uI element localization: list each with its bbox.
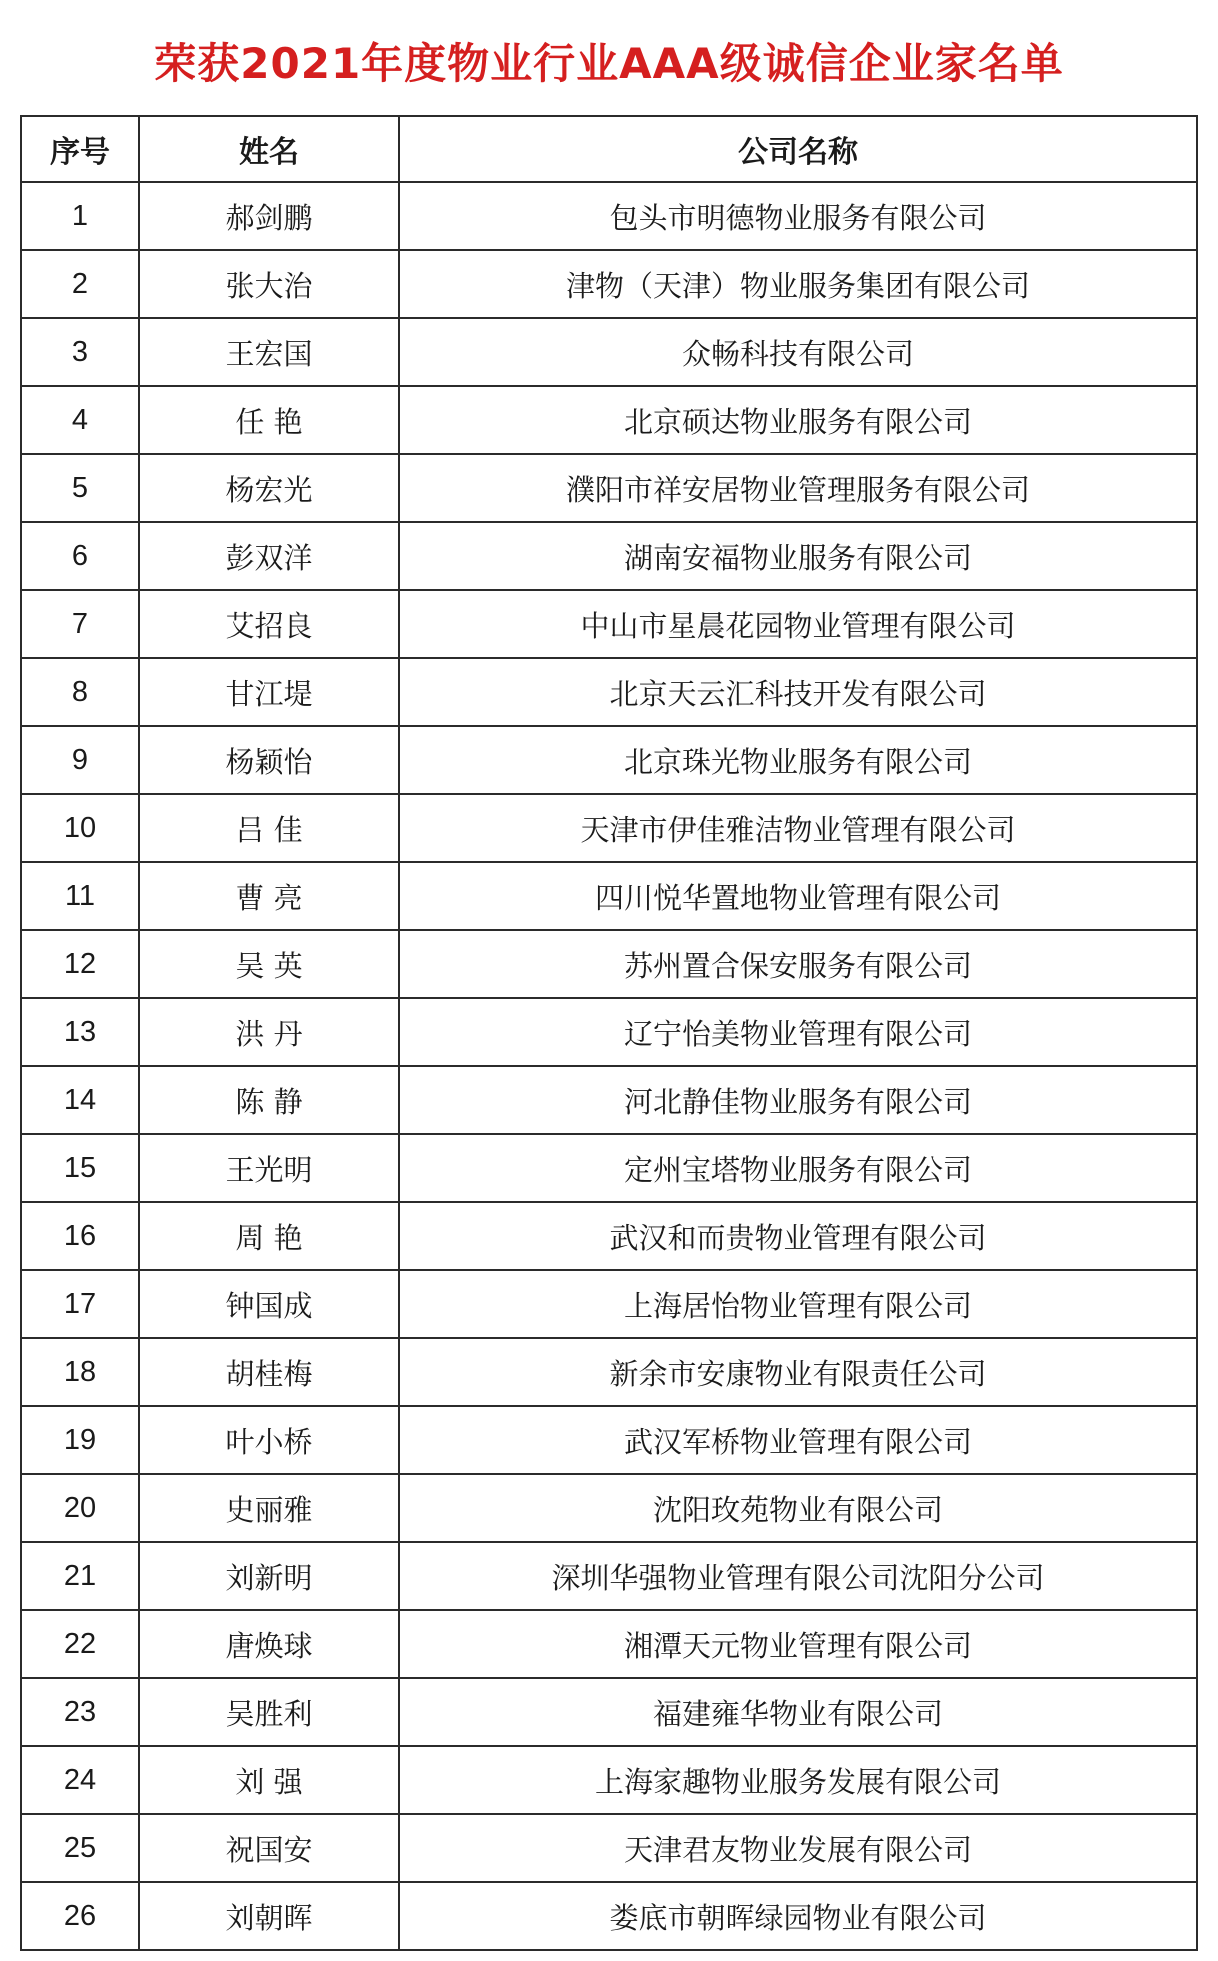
row-name-cell: 吴 英 bbox=[139, 930, 399, 998]
row-company-cell: 深圳华强物业管理有限公司沈阳分公司 bbox=[399, 1542, 1197, 1610]
row-company-cell: 定州宝塔物业服务有限公司 bbox=[399, 1134, 1197, 1202]
row-name-cell: 王宏国 bbox=[139, 318, 399, 386]
table-row bbox=[21, 1542, 1197, 1610]
row-name-cell: 刘新明 bbox=[139, 1542, 399, 1610]
table-row bbox=[21, 930, 1197, 998]
table-row bbox=[21, 1882, 1197, 1950]
table-row bbox=[21, 862, 1197, 930]
row-company-cell: 濮阳市祥安居物业管理服务有限公司 bbox=[399, 454, 1197, 522]
honor-roll-table bbox=[20, 115, 1198, 1951]
row-name-cell: 曹 亮 bbox=[139, 862, 399, 930]
row-name-cell: 刘 强 bbox=[139, 1746, 399, 1814]
row-index-cell: 20 bbox=[21, 1474, 139, 1542]
row-name-cell: 张大治 bbox=[139, 250, 399, 318]
table-row bbox=[21, 318, 1197, 386]
row-name-cell: 吴胜利 bbox=[139, 1678, 399, 1746]
row-company-cell: 上海居怡物业管理有限公司 bbox=[399, 1270, 1197, 1338]
row-company-cell: 娄底市朝晖绿园物业有限公司 bbox=[399, 1882, 1197, 1950]
row-company-cell: 河北静佳物业服务有限公司 bbox=[399, 1066, 1197, 1134]
table-body bbox=[21, 182, 1197, 1950]
row-company-cell: 天津君友物业发展有限公司 bbox=[399, 1814, 1197, 1882]
row-name-cell: 甘江堤 bbox=[139, 658, 399, 726]
row-name-cell: 唐焕球 bbox=[139, 1610, 399, 1678]
row-name-cell: 祝国安 bbox=[139, 1814, 399, 1882]
table-row bbox=[21, 658, 1197, 726]
table-row bbox=[21, 794, 1197, 862]
row-company-cell: 福建雍华物业有限公司 bbox=[399, 1678, 1197, 1746]
column-header-name: 姓名 bbox=[139, 116, 399, 182]
row-index-cell: 21 bbox=[21, 1542, 139, 1610]
column-header-company: 公司名称 bbox=[399, 116, 1197, 182]
row-index-cell: 16 bbox=[21, 1202, 139, 1270]
row-company-cell: 北京硕达物业服务有限公司 bbox=[399, 386, 1197, 454]
row-name-cell: 洪 丹 bbox=[139, 998, 399, 1066]
row-index-cell: 24 bbox=[21, 1746, 139, 1814]
row-company-cell: 中山市星晨花园物业管理有限公司 bbox=[399, 590, 1197, 658]
row-name-cell: 艾招良 bbox=[139, 590, 399, 658]
table-row bbox=[21, 998, 1197, 1066]
table-header-row bbox=[21, 116, 1197, 182]
row-index-cell: 9 bbox=[21, 726, 139, 794]
row-index-cell: 4 bbox=[21, 386, 139, 454]
table-row bbox=[21, 1270, 1197, 1338]
table-row bbox=[21, 1474, 1197, 1542]
column-header-index: 序号 bbox=[21, 116, 139, 182]
row-company-cell: 四川悦华置地物业管理有限公司 bbox=[399, 862, 1197, 930]
row-index-cell: 17 bbox=[21, 1270, 139, 1338]
row-name-cell: 史丽雅 bbox=[139, 1474, 399, 1542]
row-name-cell: 叶小桥 bbox=[139, 1406, 399, 1474]
table-row bbox=[21, 250, 1197, 318]
row-index-cell: 10 bbox=[21, 794, 139, 862]
row-index-cell: 7 bbox=[21, 590, 139, 658]
row-index-cell: 13 bbox=[21, 998, 139, 1066]
table-row bbox=[21, 522, 1197, 590]
page-title: 荣获2021年度物业行业AAA级诚信企业家名单 bbox=[154, 39, 1064, 88]
table-row bbox=[21, 454, 1197, 522]
row-index-cell: 15 bbox=[21, 1134, 139, 1202]
row-index-cell: 5 bbox=[21, 454, 139, 522]
row-company-cell: 新余市安康物业有限责任公司 bbox=[399, 1338, 1197, 1406]
row-company-cell: 湖南安福物业服务有限公司 bbox=[399, 522, 1197, 590]
row-company-cell: 武汉军桥物业管理有限公司 bbox=[399, 1406, 1197, 1474]
table-row bbox=[21, 1678, 1197, 1746]
row-index-cell: 1 bbox=[21, 182, 139, 250]
row-name-cell: 郝剑鹏 bbox=[139, 182, 399, 250]
row-index-cell: 6 bbox=[21, 522, 139, 590]
row-name-cell: 吕 佳 bbox=[139, 794, 399, 862]
row-company-cell: 苏州置合保安服务有限公司 bbox=[399, 930, 1197, 998]
row-index-cell: 8 bbox=[21, 658, 139, 726]
row-company-cell: 天津市伊佳雅洁物业管理有限公司 bbox=[399, 794, 1197, 862]
row-company-cell: 辽宁怡美物业管理有限公司 bbox=[399, 998, 1197, 1066]
row-index-cell: 26 bbox=[21, 1882, 139, 1950]
table-row bbox=[21, 1746, 1197, 1814]
row-index-cell: 19 bbox=[21, 1406, 139, 1474]
row-company-cell: 上海家趣物业服务发展有限公司 bbox=[399, 1746, 1197, 1814]
row-name-cell: 王光明 bbox=[139, 1134, 399, 1202]
row-company-cell: 沈阳玫苑物业有限公司 bbox=[399, 1474, 1197, 1542]
row-index-cell: 23 bbox=[21, 1678, 139, 1746]
table-row bbox=[21, 182, 1197, 250]
row-company-cell: 包头市明德物业服务有限公司 bbox=[399, 182, 1197, 250]
table-row bbox=[21, 1066, 1197, 1134]
row-name-cell: 胡桂梅 bbox=[139, 1338, 399, 1406]
row-index-cell: 3 bbox=[21, 318, 139, 386]
table-row bbox=[21, 1134, 1197, 1202]
table-row bbox=[21, 386, 1197, 454]
table-row bbox=[21, 726, 1197, 794]
row-name-cell: 周 艳 bbox=[139, 1202, 399, 1270]
row-index-cell: 2 bbox=[21, 250, 139, 318]
row-name-cell: 陈 静 bbox=[139, 1066, 399, 1134]
table-row bbox=[21, 1406, 1197, 1474]
row-name-cell: 任 艳 bbox=[139, 386, 399, 454]
row-index-cell: 22 bbox=[21, 1610, 139, 1678]
row-name-cell: 钟国成 bbox=[139, 1270, 399, 1338]
row-company-cell: 武汉和而贵物业管理有限公司 bbox=[399, 1202, 1197, 1270]
row-name-cell: 刘朝晖 bbox=[139, 1882, 399, 1950]
table-row bbox=[21, 1610, 1197, 1678]
row-index-cell: 11 bbox=[21, 862, 139, 930]
row-index-cell: 14 bbox=[21, 1066, 139, 1134]
table-row bbox=[21, 590, 1197, 658]
row-company-cell: 湘潭天元物业管理有限公司 bbox=[399, 1610, 1197, 1678]
row-name-cell: 彭双洋 bbox=[139, 522, 399, 590]
row-index-cell: 18 bbox=[21, 1338, 139, 1406]
row-name-cell: 杨颖怡 bbox=[139, 726, 399, 794]
table-row bbox=[21, 1202, 1197, 1270]
row-company-cell: 北京天云汇科技开发有限公司 bbox=[399, 658, 1197, 726]
row-company-cell: 北京珠光物业服务有限公司 bbox=[399, 726, 1197, 794]
row-company-cell: 津物（天津）物业服务集团有限公司 bbox=[399, 250, 1197, 318]
row-index-cell: 12 bbox=[21, 930, 139, 998]
table-row bbox=[21, 1814, 1197, 1882]
table-row bbox=[21, 1338, 1197, 1406]
row-company-cell: 众畅科技有限公司 bbox=[399, 318, 1197, 386]
row-index-cell: 25 bbox=[21, 1814, 139, 1882]
row-name-cell: 杨宏光 bbox=[139, 454, 399, 522]
